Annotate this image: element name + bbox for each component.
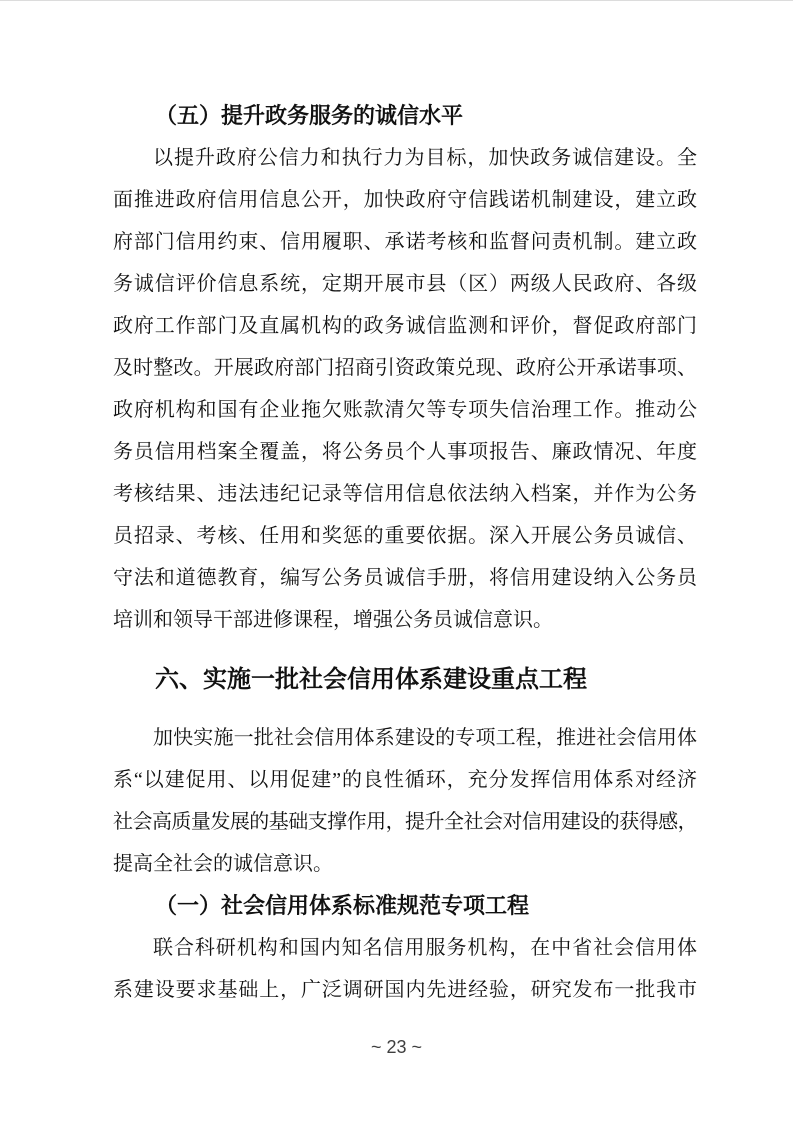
text-line: 府部门信用约束、信用履职、承诺考核和监督问责机制。建立政 (113, 231, 697, 253)
text-line: 系建设要求基础上，广泛调研国内先进经验，研究发布一批我市 (113, 979, 697, 1001)
heading-subsection-one: （一）社会信用体系标准规范专项工程 (155, 893, 530, 918)
text-line: 员招录、考核、任用和奖惩的重要依据。深入开展公务员诚信、 (113, 525, 697, 547)
text-line: 系“以建促用、以用促建”的良性循环，充分发挥信用体系对经济 (113, 769, 697, 791)
body-paragraph-1 (113, 137, 697, 641)
body-paragraph-3 (113, 927, 697, 1011)
text-column (113, 95, 697, 1011)
heading-section-six: 六、实施一批社会信用体系建设重点工程 (155, 666, 587, 693)
text-line: 以提升政府公信力和执行力为目标，加快政务诚信建设。全 (153, 147, 697, 169)
page-number: ~ 23 ~ (370, 1037, 423, 1057)
text-line: 及时整改。开展政府部门招商引资政策兑现、政府公开承诺事项、 (113, 357, 697, 379)
body-paragraph-2 (113, 717, 697, 885)
text-line: 守法和道德教育，编写公务员诚信手册，将信用建设纳入公务员 (113, 567, 697, 589)
text-line: 政府工作部门及直属机构的政务诚信监测和评价，督促政府部门 (113, 315, 697, 337)
heading-section-five: （五）提升政务服务的诚信水平 (155, 103, 464, 128)
text-line: 务员信用档案全覆盖，将公务员个人事项报告、廉政情况、年度 (113, 441, 697, 463)
text-line: 加快实施一批社会信用体系建设的专项工程，推进社会信用体 (153, 727, 697, 749)
text-line: 社会高质量发展的基础支撑作用，提升全社会对信用建设的获得感， (113, 811, 697, 833)
text-line: 提高全社会的诚信意识。 (113, 853, 333, 875)
text-line: 务诚信评价信息系统，定期开展市县（区）两级人民政府、各级 (113, 273, 697, 295)
text-line: 政府机构和国有企业拖欠账款清欠等专项失信治理工作。推动公 (113, 399, 697, 421)
text-line: 考核结果、违法违纪记录等信用信息依法纳入档案，并作为公务 (113, 483, 697, 505)
text-line: 培训和领导干部进修课程，增强公务员诚信意识。 (113, 609, 553, 631)
text-line: 面推进政府信用信息公开，加快政府守信践诺机制建设，建立政 (113, 189, 697, 211)
text-line: 联合科研机构和国内知名信用服务机构，在中省社会信用体 (153, 937, 697, 959)
